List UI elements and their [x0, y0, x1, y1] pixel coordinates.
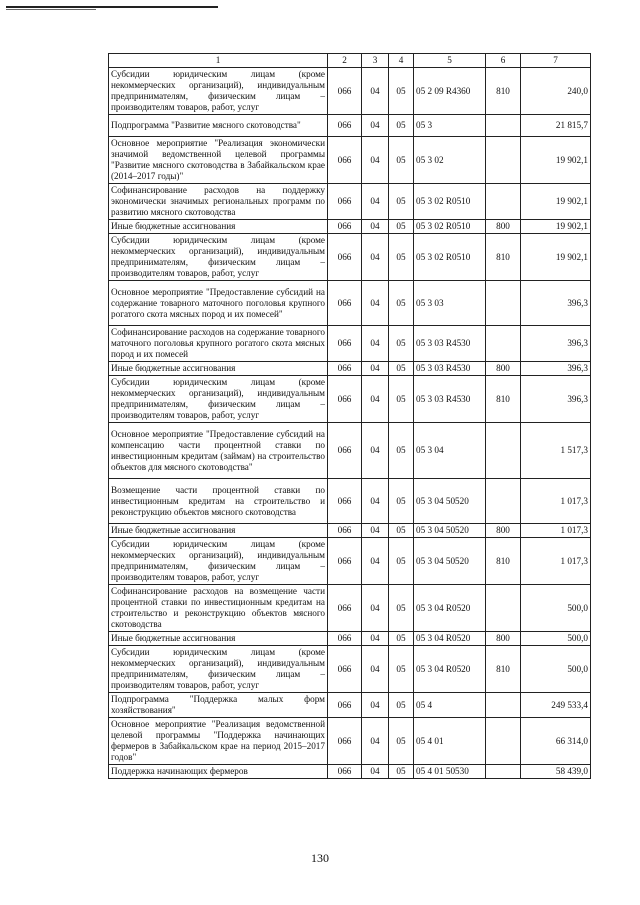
subsection-code-cell: 05: [389, 765, 414, 779]
ministry-code-cell: 066: [328, 718, 362, 765]
header-cell: 6: [486, 54, 521, 68]
row-name-cell: Софинансирование расходов на поддержку экономически значимых региональных программ по развитию мясного скотоводства: [109, 184, 328, 220]
row-name-cell: Иные бюджетные ассигнования: [109, 220, 328, 234]
ministry-code-cell: 066: [328, 646, 362, 693]
header-cell: 3: [362, 54, 389, 68]
subsection-code-cell: 05: [389, 115, 414, 137]
section-code-cell: 04: [362, 326, 389, 362]
page-number: 130: [311, 851, 329, 865]
amount-cell: 396,3: [521, 281, 591, 326]
section-code-cell: 04: [362, 184, 389, 220]
amount-cell: 396,3: [521, 376, 591, 423]
subsection-code-cell: 05: [389, 646, 414, 693]
table-row: [109, 68, 591, 115]
table-row: [109, 765, 591, 779]
expense-type-cell: 810: [486, 376, 521, 423]
expense-type-cell: 810: [486, 68, 521, 115]
section-code-cell: 04: [362, 115, 389, 137]
ministry-code-cell: 066: [328, 538, 362, 585]
subsection-code-cell: 05: [389, 68, 414, 115]
amount-cell: 1 017,3: [521, 538, 591, 585]
target-article-cell: 05 3 03 R4530: [414, 376, 486, 423]
amount-cell: 19 902,1: [521, 234, 591, 281]
section-code-cell: 04: [362, 234, 389, 281]
expense-type-cell: 800: [486, 220, 521, 234]
subsection-code-cell: 05: [389, 479, 414, 524]
subsection-code-cell: 05: [389, 585, 414, 632]
section-code-cell: 04: [362, 765, 389, 779]
subsection-code-cell: 05: [389, 423, 414, 479]
target-article-cell: 05 3: [414, 115, 486, 137]
ministry-code-cell: 066: [328, 326, 362, 362]
table-row: [109, 479, 591, 524]
section-code-cell: 04: [362, 281, 389, 326]
row-name-cell: Основное мероприятие "Реализация экономически значимой ведомственной целевой программы "Развитие мясного скотоводства в Забайкальском крае (2014–2017 годы)": [109, 137, 328, 184]
row-name-cell: Субсидии юридическим лицам (кроме некоммерческих организаций), индивидуальным предпринимателям, физическим лицам – производителям товаров, работ, услуг: [109, 68, 328, 115]
header-cell: 2: [328, 54, 362, 68]
subsection-code-cell: 05: [389, 220, 414, 234]
section-code-cell: 04: [362, 646, 389, 693]
table-row: [109, 281, 591, 326]
ministry-code-cell: 066: [328, 362, 362, 376]
row-name-cell: Основное мероприятие "Предоставление субсидий на содержание товарного маточного поголовья крупного рогатого скота мясных пород и их помесей": [109, 281, 328, 326]
row-name-cell: Субсидии юридическим лицам (кроме некоммерческих организаций), индивидуальным предпринимателям, физическим лицам – производителям товаров, работ, услуг: [109, 646, 328, 693]
expense-type-cell: [486, 693, 521, 718]
expense-type-cell: [486, 718, 521, 765]
subsection-code-cell: 05: [389, 376, 414, 423]
amount-cell: 500,0: [521, 646, 591, 693]
table-row: [109, 184, 591, 220]
subsection-code-cell: 05: [389, 718, 414, 765]
table-row: [109, 718, 591, 765]
expense-type-cell: [486, 479, 521, 524]
expense-type-cell: [486, 765, 521, 779]
table-row: [109, 693, 591, 718]
target-article-cell: 05 3 03 R4530: [414, 362, 486, 376]
amount-cell: 1 517,3: [521, 423, 591, 479]
table-row: [109, 326, 591, 362]
subsection-code-cell: 05: [389, 538, 414, 585]
scan-edge-mark: [6, 6, 218, 8]
table-row: [109, 376, 591, 423]
ministry-code-cell: 066: [328, 281, 362, 326]
target-article-cell: 05 4 01: [414, 718, 486, 765]
expense-type-cell: 800: [486, 362, 521, 376]
table-row: [109, 220, 591, 234]
expense-type-cell: 810: [486, 234, 521, 281]
expense-type-cell: [486, 184, 521, 220]
subsection-code-cell: 05: [389, 362, 414, 376]
subsection-code-cell: 05: [389, 632, 414, 646]
amount-cell: 19 902,1: [521, 220, 591, 234]
ministry-code-cell: 066: [328, 693, 362, 718]
section-code-cell: 04: [362, 137, 389, 184]
ministry-code-cell: 066: [328, 115, 362, 137]
row-name-cell: Софинансирование расходов на содержание товарного маточного поголовья крупного рогатого скота мясных пород и их помесей: [109, 326, 328, 362]
subsection-code-cell: 05: [389, 693, 414, 718]
expense-type-cell: [486, 137, 521, 184]
header-cell: 7: [521, 54, 591, 68]
subsection-code-cell: 05: [389, 281, 414, 326]
amount-cell: 396,3: [521, 326, 591, 362]
row-name-cell: Субсидии юридическим лицам (кроме некоммерческих организаций), индивидуальным предпринимателям, физическим лицам – производителям товаров, работ, услуг: [109, 234, 328, 281]
ministry-code-cell: 066: [328, 585, 362, 632]
row-name-cell: Иные бюджетные ассигнования: [109, 524, 328, 538]
amount-cell: 249 533,4: [521, 693, 591, 718]
expense-type-cell: 800: [486, 632, 521, 646]
amount-cell: 500,0: [521, 632, 591, 646]
amount-cell: 1 017,3: [521, 479, 591, 524]
section-code-cell: 04: [362, 423, 389, 479]
amount-cell: 396,3: [521, 362, 591, 376]
row-name-cell: Поддержка начинающих фермеров: [109, 765, 328, 779]
target-article-cell: 05 4 01 50530: [414, 765, 486, 779]
table-row: [109, 646, 591, 693]
ministry-code-cell: 066: [328, 524, 362, 538]
ministry-code-cell: 066: [328, 765, 362, 779]
expense-type-cell: 800: [486, 524, 521, 538]
ministry-code-cell: 066: [328, 632, 362, 646]
section-code-cell: 04: [362, 479, 389, 524]
section-code-cell: 04: [362, 220, 389, 234]
ministry-code-cell: 066: [328, 137, 362, 184]
table-row: [109, 538, 591, 585]
section-code-cell: 04: [362, 376, 389, 423]
row-name-cell: Софинансирование расходов на возмещение части процентной ставки по инвестиционным кредитам на строительство и реконструкцию объектов мясного скотоводства: [109, 585, 328, 632]
amount-cell: 240,0: [521, 68, 591, 115]
table-row: [109, 115, 591, 137]
expense-type-cell: 810: [486, 538, 521, 585]
expense-type-cell: [486, 326, 521, 362]
target-article-cell: 05 3 03: [414, 281, 486, 326]
section-code-cell: 04: [362, 362, 389, 376]
ministry-code-cell: 066: [328, 423, 362, 479]
table-row: [109, 362, 591, 376]
target-article-cell: 05 3 04 R0520: [414, 646, 486, 693]
table-header-row: [109, 54, 591, 68]
amount-cell: 1 017,3: [521, 524, 591, 538]
amount-cell: 19 902,1: [521, 184, 591, 220]
amount-cell: 19 902,1: [521, 137, 591, 184]
section-code-cell: 04: [362, 524, 389, 538]
expense-type-cell: [486, 281, 521, 326]
expense-type-cell: [486, 423, 521, 479]
section-code-cell: 04: [362, 632, 389, 646]
header-cell: 1: [109, 54, 328, 68]
target-article-cell: 05 2 09 R4360: [414, 68, 486, 115]
amount-cell: 66 314,0: [521, 718, 591, 765]
row-name-cell: Основное мероприятие "Предоставление субсидий на компенсацию части процентной ставки по инвестиционным кредитам (займам) на строительство объектов для мясного скотоводства": [109, 423, 328, 479]
target-article-cell: 05 3 03 R4530: [414, 326, 486, 362]
ministry-code-cell: 066: [328, 220, 362, 234]
section-code-cell: 04: [362, 693, 389, 718]
target-article-cell: 05 3 04 50520: [414, 538, 486, 585]
subsection-code-cell: 05: [389, 326, 414, 362]
subsection-code-cell: 05: [389, 137, 414, 184]
amount-cell: 500,0: [521, 585, 591, 632]
expense-type-cell: [486, 115, 521, 137]
target-article-cell: 05 3 04: [414, 423, 486, 479]
ministry-code-cell: 066: [328, 376, 362, 423]
section-code-cell: 04: [362, 718, 389, 765]
expense-type-cell: 810: [486, 646, 521, 693]
row-name-cell: Иные бюджетные ассигнования: [109, 632, 328, 646]
row-name-cell: Возмещение части процентной ставки по инвестиционным кредитам на строительство и реконструкцию объектов мясного скотоводства: [109, 479, 328, 524]
target-article-cell: 05 3 04 R0520: [414, 632, 486, 646]
row-name-cell: Иные бюджетные ассигнования: [109, 362, 328, 376]
ministry-code-cell: 066: [328, 68, 362, 115]
target-article-cell: 05 3 04 R0520: [414, 585, 486, 632]
row-name-cell: Субсидии юридическим лицам (кроме некоммерческих организаций), индивидуальным предпринимателям, физическим лицам – производителям товаров, работ, услуг: [109, 538, 328, 585]
subsection-code-cell: 05: [389, 184, 414, 220]
ministry-code-cell: 066: [328, 479, 362, 524]
subsection-code-cell: 05: [389, 524, 414, 538]
subsection-code-cell: 05: [389, 234, 414, 281]
target-article-cell: 05 3 02: [414, 137, 486, 184]
amount-cell: 21 815,7: [521, 115, 591, 137]
header-cell: 4: [389, 54, 414, 68]
target-article-cell: 05 3 04 50520: [414, 479, 486, 524]
row-name-cell: Основное мероприятие "Реализация ведомственной целевой программы "Поддержка начинающих фермеров в Забайкальском крае на период 2015–2017 годов": [109, 718, 328, 765]
row-name-cell: Субсидии юридическим лицам (кроме некоммерческих организаций), индивидуальным предпринимателям, физическим лицам – производителям товаров, работ, услуг: [109, 376, 328, 423]
ministry-code-cell: 066: [328, 234, 362, 281]
table-row: [109, 632, 591, 646]
budget-table: [108, 53, 591, 779]
target-article-cell: 05 3 02 R0510: [414, 234, 486, 281]
table-row: [109, 137, 591, 184]
section-code-cell: 04: [362, 68, 389, 115]
row-name-cell: Подпрограмма "Поддержка малых форм хозяйствования": [109, 693, 328, 718]
table-row: [109, 585, 591, 632]
ministry-code-cell: 066: [328, 184, 362, 220]
row-name-cell: Подпрограмма "Развитие мясного скотоводства": [109, 115, 328, 137]
table-row: [109, 423, 591, 479]
target-article-cell: 05 3 04 50520: [414, 524, 486, 538]
target-article-cell: 05 3 02 R0510: [414, 184, 486, 220]
amount-cell: 58 439,0: [521, 765, 591, 779]
header-cell: 5: [414, 54, 486, 68]
table-row: [109, 234, 591, 281]
expense-type-cell: [486, 585, 521, 632]
target-article-cell: 05 4: [414, 693, 486, 718]
section-code-cell: 04: [362, 585, 389, 632]
scan-edge-mark-thin: [6, 9, 96, 10]
table-row: [109, 524, 591, 538]
target-article-cell: 05 3 02 R0510: [414, 220, 486, 234]
section-code-cell: 04: [362, 538, 389, 585]
